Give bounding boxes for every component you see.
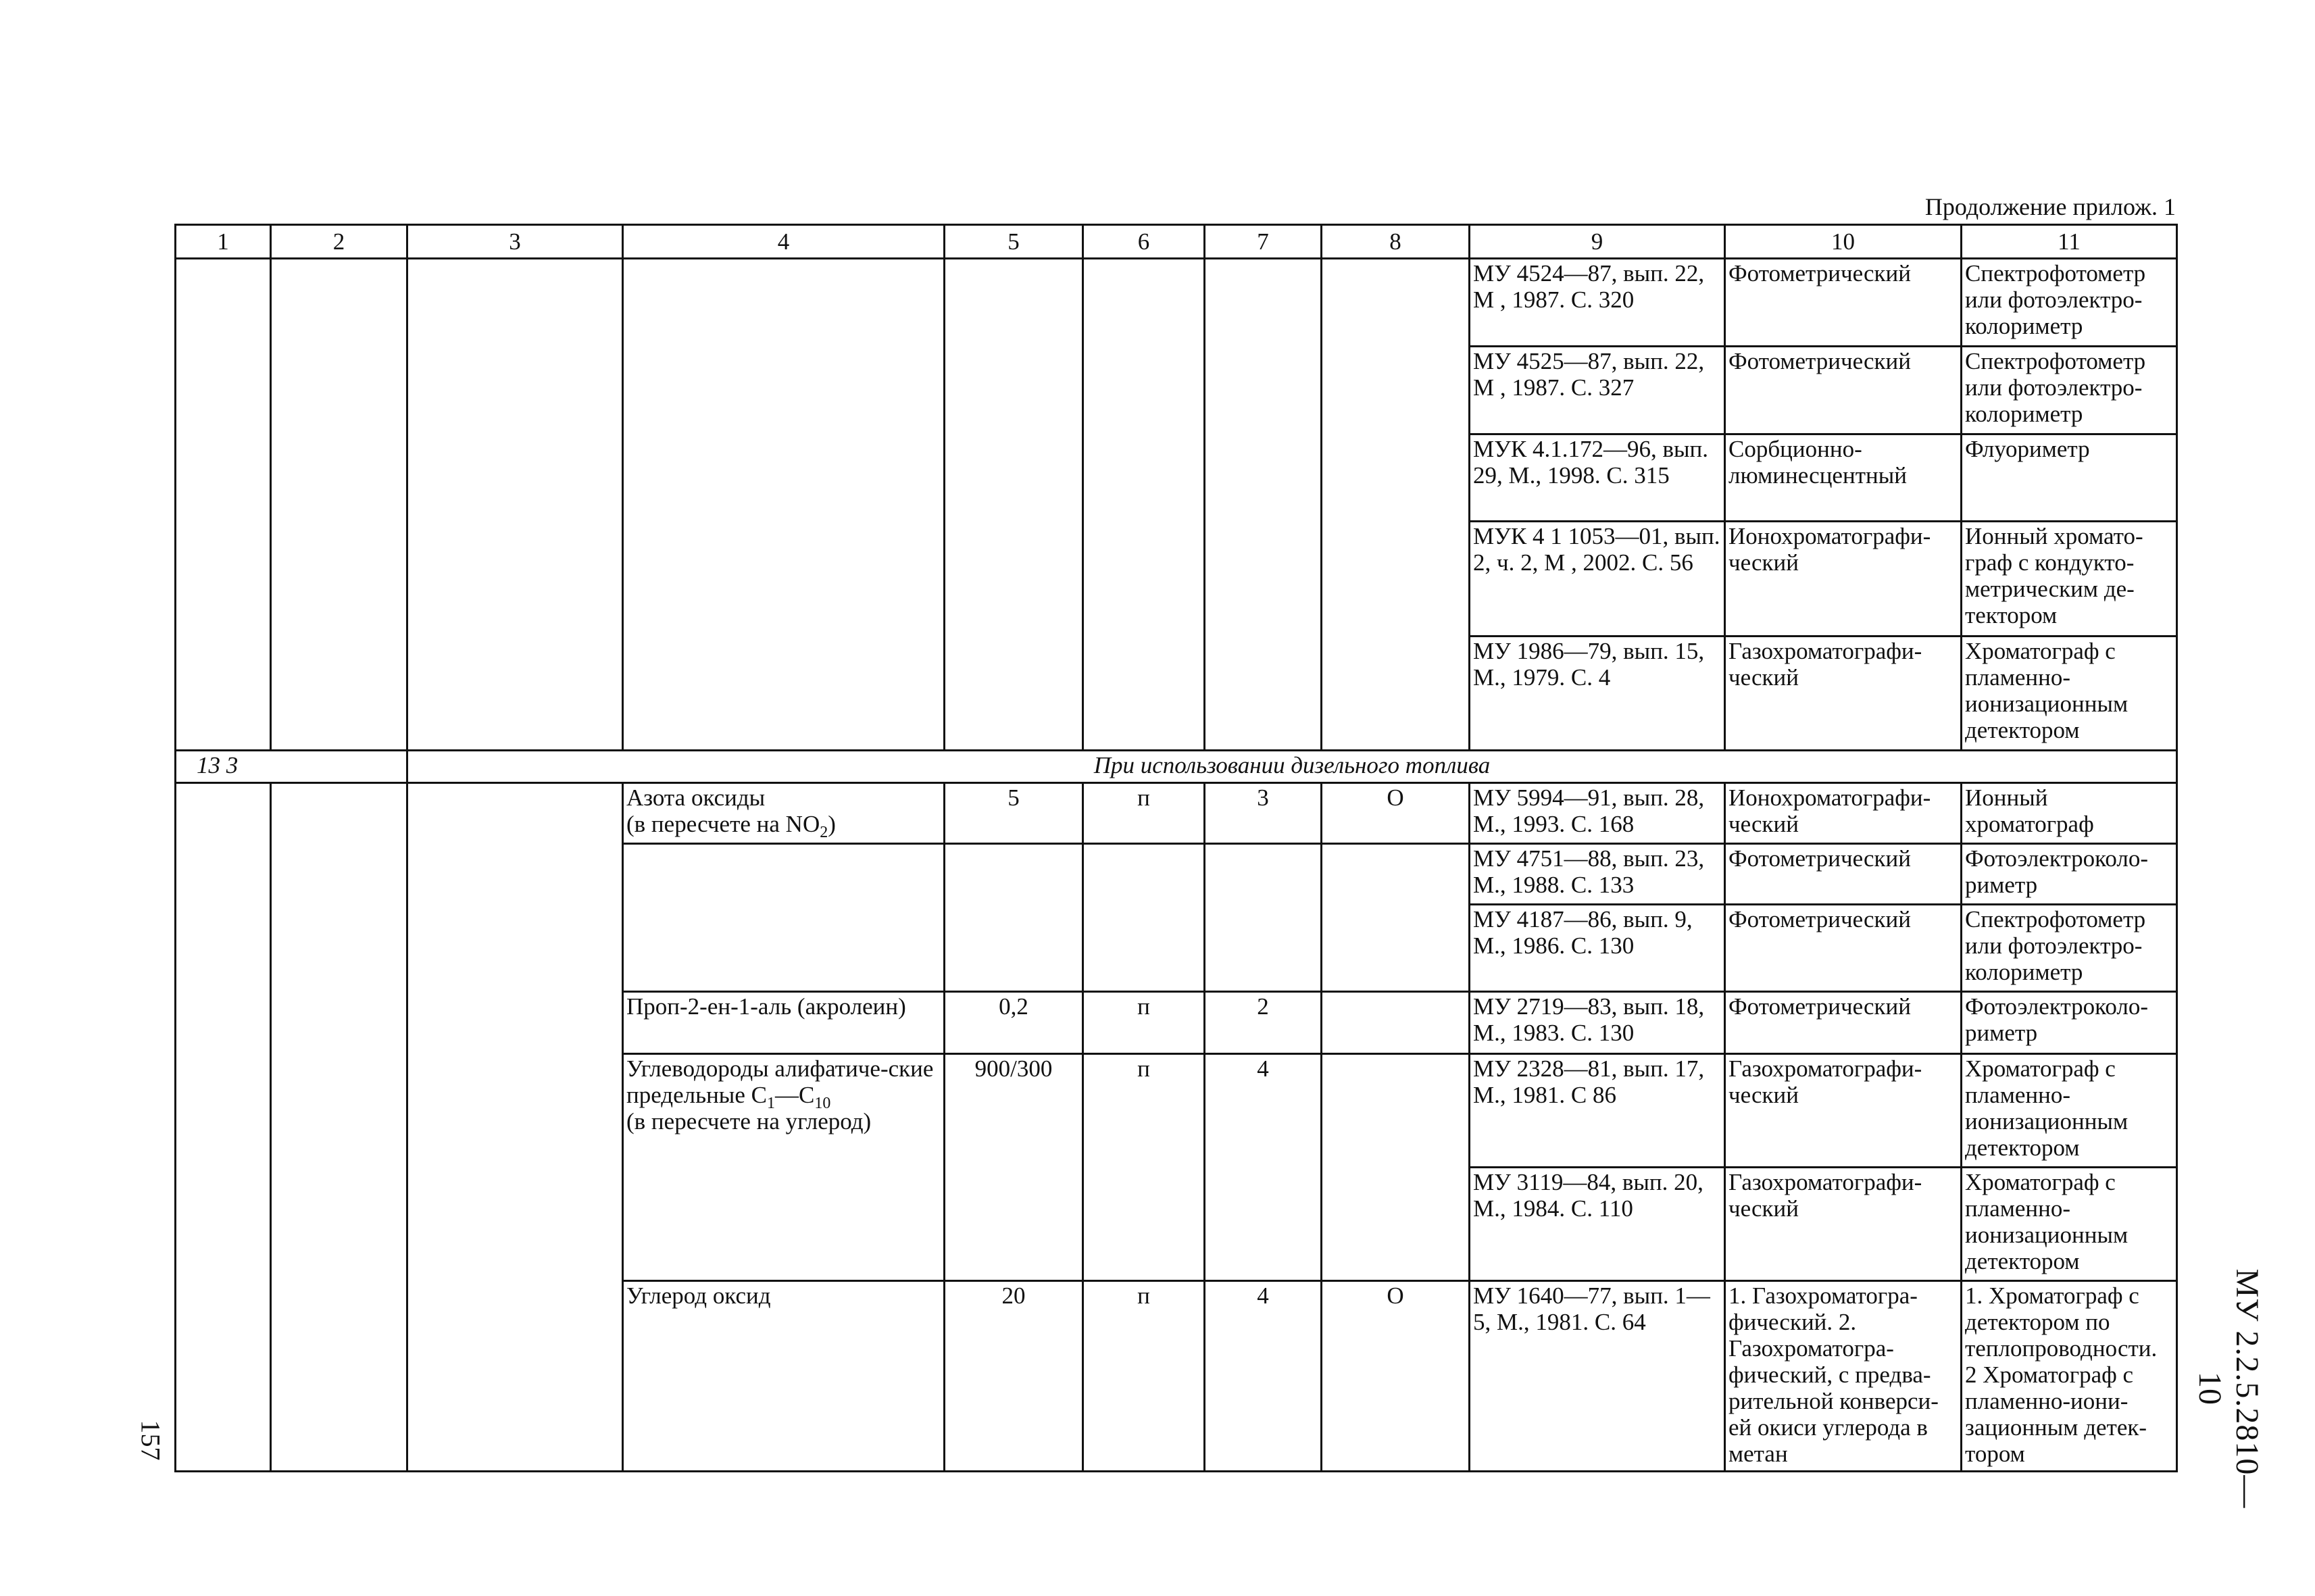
instrument: Хроматограф с пламенно-ионизационным детектором	[1962, 1168, 2177, 1281]
method-type: Фотометрический	[1725, 259, 1962, 347]
value-col5: 900/300	[945, 1054, 1083, 1281]
method-type: Фотометрический	[1725, 844, 1962, 905]
instrument: Спектрофотометр или фотоэлектро-колориметр	[1962, 347, 2177, 434]
value-col6: п	[1083, 1281, 1205, 1472]
table-row	[176, 783, 2177, 844]
method-doc: МУ 2328—81, вып. 17, М., 1981. С 86	[1470, 1054, 1725, 1168]
method-doc: МУК 4.1.172—96, вып. 29, М., 1998. С. 315	[1470, 434, 1725, 522]
method-doc: МУ 4525—87, вып. 22, М , 1987. С. 327	[1470, 347, 1725, 434]
method-doc: МУ 4524—87, вып. 22, М , 1987. С. 320	[1470, 259, 1725, 347]
value-col6: п	[1083, 1054, 1205, 1281]
substance: Углеводороды алифатиче-ские предельные $C_1—C_{10}$ (в пересчете на углерод)	[623, 1054, 945, 1281]
section-row	[176, 751, 2177, 783]
substance: Проп-2-ен-1-аль (акролеин)	[623, 992, 945, 1054]
value-col8	[1322, 1054, 1470, 1281]
header-row	[176, 225, 2177, 259]
instrument: Хроматограф с пламенно-ионизационным детектором	[1962, 637, 2177, 751]
section-number: 13 3	[176, 751, 407, 783]
value-col7: 3	[1205, 783, 1322, 844]
col-header: 6	[1083, 225, 1205, 259]
method-doc: МУ 1640—77, вып. 1—5, М., 1981. С. 64	[1470, 1281, 1725, 1472]
substance: Азота оксиды (в пересчете на $NO_2$)	[623, 783, 945, 844]
method-type: Ионохроматографи-ческий	[1725, 783, 1962, 844]
col-header: 1	[176, 225, 271, 259]
col-header: 3	[407, 225, 623, 259]
value-col5: 0,2	[945, 992, 1083, 1054]
value-col6: п	[1083, 783, 1205, 844]
instrument: Фотоэлектроколо-риметр	[1962, 992, 2177, 1054]
instrument: Ионный хроматограф	[1962, 783, 2177, 844]
substance: Углерод оксид	[623, 1281, 945, 1472]
instrument: Хроматограф с пламенно-ионизационным детектором	[1962, 1054, 2177, 1168]
instrument: Фотоэлектроколо-риметр	[1962, 844, 2177, 905]
col-header: 11	[1962, 225, 2177, 259]
table-row	[176, 259, 2177, 347]
value-col8: О	[1322, 1281, 1470, 1472]
method-type: Фотометрический	[1725, 905, 1962, 992]
col-header: 10	[1725, 225, 1962, 259]
method-doc: МУ 1986—79, вып. 15, М., 1979. С. 4	[1470, 637, 1725, 751]
col-header: 2	[271, 225, 407, 259]
method-doc: МУ 5994—91, вып. 28, М., 1993. С. 168	[1470, 783, 1725, 844]
method-type: Фотометрический	[1725, 347, 1962, 434]
method-type: Газохроматографи-ческий	[1725, 1054, 1962, 1168]
value-col7: 4	[1205, 1281, 1322, 1472]
methods-table	[174, 224, 2178, 1472]
instrument: Спектрофотометр или фотоэлектро-колориметр	[1962, 259, 2177, 347]
value-col6: п	[1083, 992, 1205, 1054]
instrument: Спектрофотометр или фотоэлектро-колориметр	[1962, 905, 2177, 992]
col-header: 9	[1470, 225, 1725, 259]
page-number: 157	[135, 1420, 166, 1461]
value-col8	[1322, 992, 1470, 1054]
col-header: 5	[945, 225, 1083, 259]
method-doc: МУК 4 1 1053—01, вып. 2, ч. 2, М , 2002. С. 56	[1470, 522, 1725, 637]
method-type: Газохроматографи-ческий	[1725, 637, 1962, 751]
method-type: Фотометрический	[1725, 992, 1962, 1054]
instrument: 1. Хроматограф с детектором по теплопроводности. 2 Хроматограф с пламенно-иони-зационным детек-тором	[1962, 1281, 2177, 1472]
method-doc: МУ 3119—84, вып. 20, М., 1984. С. 110	[1470, 1168, 1725, 1281]
method-doc: МУ 4187—86, вып. 9, М., 1986. С. 130	[1470, 905, 1725, 992]
instrument: Флуориметр	[1962, 434, 2177, 522]
col-header: 7	[1205, 225, 1322, 259]
value-col7: 2	[1205, 992, 1322, 1054]
col-header: 8	[1322, 225, 1470, 259]
method-type: Сорбционно-люминесцентный	[1725, 434, 1962, 522]
value-col8: О	[1322, 783, 1470, 844]
method-type: Газохроматографи-ческий	[1725, 1168, 1962, 1281]
method-doc: МУ 4751—88, вып. 23, М., 1988. С. 133	[1470, 844, 1725, 905]
method-type: Ионохроматографи-ческий	[1725, 522, 1962, 637]
instrument: Ионный хромато-граф с кондукто-метрическим де-тектором	[1962, 522, 2177, 637]
method-type: 1. Газохроматогра-фический. 2. Газохроматогра-фический, с предва-рительной конверси-ей окиси углерода в метан	[1725, 1281, 1962, 1472]
document-code: МУ 2.2.5.2810—10	[2192, 1268, 2265, 1509]
method-doc: МУ 2719—83, вып. 18, М., 1983. С. 130	[1470, 992, 1725, 1054]
value-col5: 5	[945, 783, 1083, 844]
col-header: 4	[623, 225, 945, 259]
value-col7: 4	[1205, 1054, 1322, 1281]
value-col5: 20	[945, 1281, 1083, 1472]
section-title: При использовании дизельного топлива	[407, 751, 2177, 783]
continuation-label: Продолжение прилож. 1	[1924, 193, 2176, 220]
